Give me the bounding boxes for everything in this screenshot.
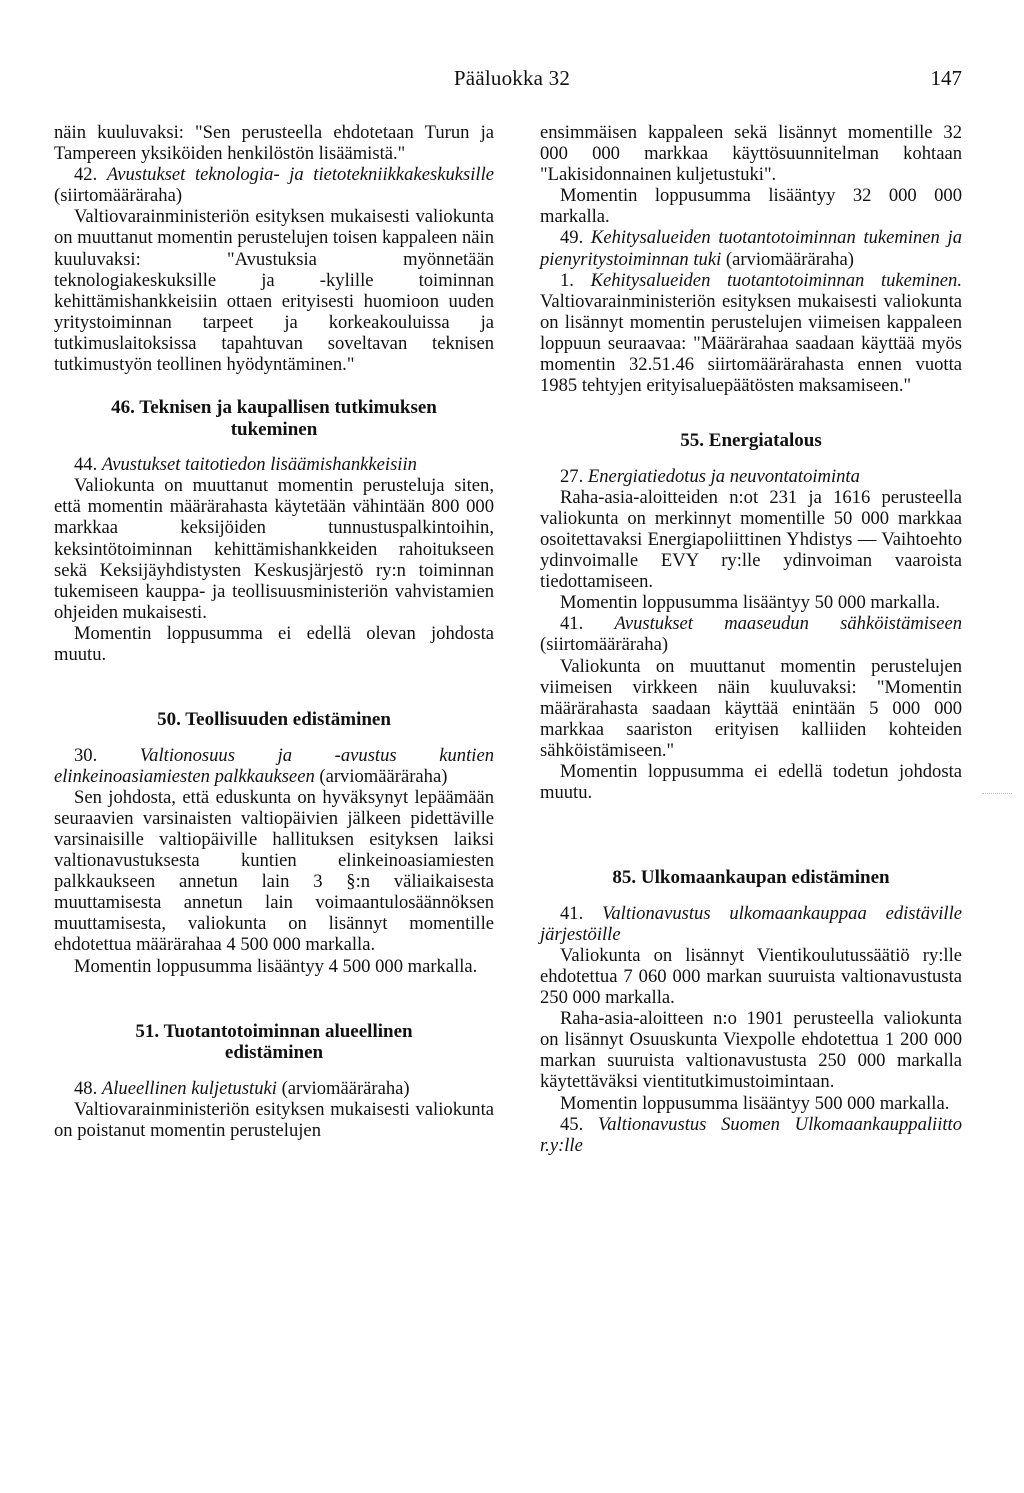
paragraph: Valiokunta on muuttanut momentin perustelujen viimeisen virkkeen näin kuuluvaksi: "Momentin määrärahasta saadaan käyttää enintään 5 000 000 markkaa saariston erityisen kalliiden kohteiden sähköistämiseen." <box>540 655 962 761</box>
item-body: Valtiovarainministeriön esityksen mukaisesti valiokunta on lisännyt momentin perustelujen viimeisen kappaleen loppuun seuraavaa: "Määrärahaa saadaan käyttää myös momentin 32.51.46 siirtomäärärahasta ennen vuotta 1985 tehtyjen erityisaluepäätösten maksamiseen." <box>540 290 962 397</box>
item-title: Avustukset teknologia- ja tietotekniikkakeskuksille <box>106 164 494 186</box>
item-note: (siirtomääräraha) <box>54 185 183 207</box>
item-30 <box>54 745 494 787</box>
item-title: Avustukset taitotiedon lisäämishankkeisiin <box>101 454 417 476</box>
page-title: Pääluokka 32 <box>453 66 571 90</box>
item-number: 49. <box>560 227 584 249</box>
section-heading-55: 55. Energiatalous <box>680 430 822 452</box>
item-number: 1. <box>560 269 574 291</box>
scan-artifact <box>982 793 1012 795</box>
section-heading-50: 50. Teollisuuden edistäminen <box>157 709 391 731</box>
item-number: 27. <box>560 465 584 487</box>
item-title: Valtionavustus ulkomaankauppaa edistäville järjestöille <box>540 902 963 945</box>
section-heading-51: 51. Tuotantotoiminnan alueellinen edistäminen <box>135 1020 413 1064</box>
paragraph: Valtiovarainministeriön esityksen mukaisesti valiokunta on muuttanut momentin perustelujen toisen kappaleen näin kuuluvaksi: "Avustuksia myönnetään teknologiakeskuksille ja -kylille toiminnan kehittämishankkeisiin ottaen erityisesti huomioon uuden yritystoiminnan tarpeet ja korkeakouluissa ja tutkimuslaitoksissa tapahtuvan soveltavan teknisen tutkimustyön teollinen hyödyntäminen." <box>54 206 494 376</box>
item-48 <box>54 1078 494 1099</box>
paragraph: Momentin loppusumma ei edellä todetun johdosta muutu. <box>540 761 962 804</box>
item-number: 45. <box>560 1113 584 1135</box>
paragraph: Raha-asia-aloitteen n:o 1901 perusteella valiokunta on lisännyt Osuuskunta Viexpolle ehdotettua 1 200 000 markan suuruista valtionavustusta 250 000 markalla käytettäväksi vientitutkimustoimintaan. <box>540 1008 962 1093</box>
page-number: 147 <box>930 66 962 90</box>
left-column <box>54 122 494 1141</box>
item-1 <box>540 270 962 397</box>
item-title: Alueellinen kuljetustuki <box>101 1077 277 1099</box>
item-title: Avustukset maaseudun sähköistämiseen <box>614 613 962 635</box>
item-number: 41. <box>560 902 584 924</box>
item-note: (arviomääräraha) <box>319 765 448 787</box>
item-note: (arviomääräraha) <box>281 1077 410 1099</box>
item-41 <box>540 613 962 655</box>
right-column <box>540 122 962 1156</box>
paragraph: Momentin loppusumma lisääntyy 500 000 markalla. <box>560 1092 950 1114</box>
paragraph: ensimmäisen kappaleen sekä lisännyt momentille 32 000 000 markkaa käyttösuunnitelman kohtaan "Lakisidonnainen kuljetustuki". <box>540 122 962 186</box>
item-title: Kehitysalueiden tuotantotoiminnan tukeminen ja pienyritystoiminnan tuki <box>540 227 962 270</box>
item-note: (arviomääräraha) <box>725 248 854 270</box>
section-heading-85: 85. Ulkomaankaupan edistäminen <box>612 867 890 889</box>
item-number: 30. <box>74 744 98 766</box>
page-header <box>0 66 1024 96</box>
item-27 <box>540 466 962 487</box>
paragraph: Momentin loppusumma lisääntyy 4 500 000 markalla. <box>74 955 478 977</box>
item-41b <box>540 903 962 945</box>
item-note: (siirtomääräraha) <box>540 634 669 656</box>
paragraph: Raha-asia-aloitteiden n:ot 231 ja 1616 perusteella valiokunta on merkinnyt momentille 50 000 markkaa osoitettavaksi Energiapoliittinen Yhdistys — Vaihtoehto ydinvoimalle EVY ry:lle ydinvoiman vaaroista tiedottamiseen. <box>540 486 962 593</box>
paragraph: Valiokunta on lisännyt Vientikoulutussäätiö ry:lle ehdotettua 7 060 000 markan suuruista valtionavustusta 250 000 markalla. <box>540 944 962 1009</box>
paragraph: Sen johdosta, että eduskunta on hyväksynyt lepäämään seuraavien varsinaisten valtiopäivien jälkeen pidettäville varsinaisille valtiopäiville hallituksen esityksen laiksi valtionavustuksesta kuntien elinkeinoasiamiesten palkkaukseen annetun lain 3 §:n väliaikaisesta muuttamisesta annetun lain voimaantulosäännöksen muuttamisesta, valiokunta on lisännyt momentille ehdotettua määrärahaa 4 500 000 markalla. <box>54 786 494 956</box>
item-title: Valtionosuus ja -avustus kuntien elinkeinoasiamiesten palkkaukseen <box>54 744 494 787</box>
item-49 <box>540 227 962 269</box>
item-number: 44. <box>74 454 98 476</box>
paragraph: näin kuuluvaksi: "Sen perusteella ehdotetaan Turun ja Tampereen yksiköiden henkilöstön lisäämistä." <box>54 122 494 165</box>
item-title: Valtionavustus Suomen Ulkomaankauppaliitto r.y:lle <box>540 1113 962 1156</box>
paragraph: Momentin loppusumma lisääntyy 50 000 markalla. <box>560 592 941 614</box>
section-heading-46: 46. Teknisen ja kaupallisen tutkimuksen tukeminen <box>111 397 437 440</box>
item-number: 48. <box>74 1077 98 1099</box>
paragraph: Momentin loppusumma lisääntyy 32 000 000 markalla. <box>540 185 962 228</box>
item-title: Kehitysalueiden tuotantotoiminnan tukeminen. <box>590 269 963 291</box>
paragraph: Valiokunta on muuttanut momentin perusteluja siten, että momentin määrärahasta käytetään vähintään 800 000 markkaa keksijöiden tunnustuspalkintoihin, keksintötoiminnan kehittämishankkeiden rahoitukseen sekä Keksijäyhdistysten Keskusjärjestö ry:n toiminnan tukemiseen kauppa- ja teollisuusministeriön vahvistamien ohjeiden mukaisesti. <box>54 475 494 623</box>
paragraph: Valtiovarainministeriön esityksen mukaisesti valiokunta on poistanut momentin perustelujen <box>54 1098 494 1141</box>
item-number: 41. <box>560 613 584 635</box>
item-44 <box>54 454 494 475</box>
paragraph: Momentin loppusumma ei edellä olevan johdosta muutu. <box>54 622 494 665</box>
item-42 <box>54 164 494 206</box>
item-number: 42. <box>74 164 98 186</box>
item-45 <box>540 1114 962 1156</box>
item-title: Energiatiedotus ja neuvontatoiminta <box>587 465 860 487</box>
